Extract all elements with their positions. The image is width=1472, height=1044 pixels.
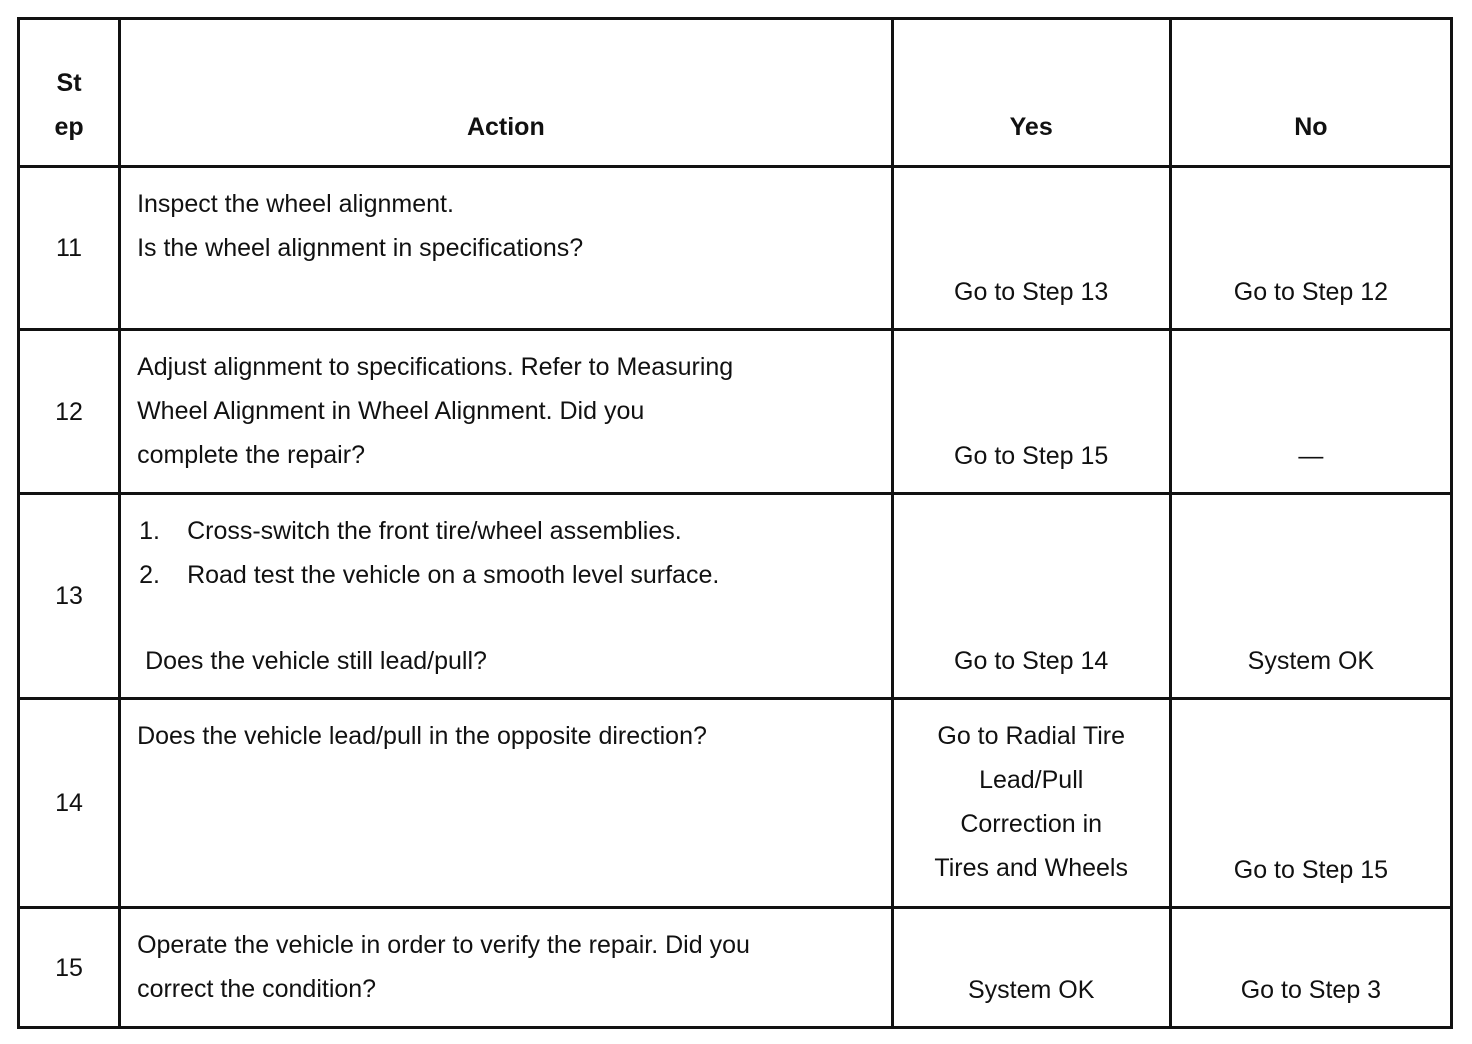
action-text: Does the vehicle lead/pull in the opposite direction? — [137, 722, 707, 750]
no-cell: Go to Step 15 — [1170, 699, 1451, 908]
action-text: Adjust alignment to specifications. Refer to Measuring — [137, 353, 734, 381]
header-step-line2: ep — [54, 113, 84, 141]
action-text: complete the repair? — [137, 441, 365, 469]
no-cell: — — [1170, 330, 1451, 494]
yes-text: Tires and Wheels — [934, 854, 1128, 882]
yes-text: Go to Radial Tire — [937, 722, 1125, 750]
list-item-number: 2. — [139, 561, 160, 589]
action-cell — [120, 908, 893, 1028]
header-step — [19, 19, 120, 167]
header-step-line1: St — [56, 69, 82, 97]
table-row — [19, 167, 1452, 330]
action-cell — [120, 330, 893, 494]
step-number: 13 — [19, 494, 120, 699]
action-cell — [120, 494, 893, 699]
yes-cell — [892, 699, 1170, 908]
yes-cell: Go to Step 13 — [892, 167, 1170, 330]
action-list — [137, 509, 875, 597]
header-no: No — [1170, 19, 1451, 167]
action-text: correct the condition? — [137, 975, 377, 1003]
action-cell — [120, 699, 893, 908]
header-yes: Yes — [892, 19, 1170, 167]
table-row — [19, 330, 1452, 494]
header-action: Action — [120, 19, 893, 167]
no-cell: System OK — [1170, 494, 1451, 699]
action-text: Operate the vehicle in order to verify the repair. Did you — [137, 931, 750, 959]
action-text: Wheel Alignment in Wheel Alignment. Did you — [137, 397, 645, 425]
yes-cell: Go to Step 15 — [892, 330, 1170, 494]
diagnostic-table — [17, 17, 1453, 1029]
action-question: Does the vehicle still lead/pull? — [145, 647, 487, 675]
action-text: Inspect the wheel alignment. — [137, 190, 454, 218]
list-item — [137, 553, 875, 597]
list-item-text: Road test the vehicle on a smooth level surface. — [187, 561, 720, 589]
step-number: 12 — [19, 330, 120, 494]
table-row — [19, 699, 1452, 908]
list-item-number: 1. — [139, 517, 160, 545]
no-cell: Go to Step 12 — [1170, 167, 1451, 330]
table-row — [19, 908, 1452, 1028]
step-number: 11 — [19, 167, 120, 330]
list-item — [137, 509, 875, 553]
yes-cell: System OK — [892, 908, 1170, 1028]
step-number: 14 — [19, 699, 120, 908]
step-number: 15 — [19, 908, 120, 1028]
list-item-text: Cross-switch the front tire/wheel assemblies. — [187, 517, 682, 545]
action-text: Is the wheel alignment in specifications? — [137, 234, 584, 262]
yes-cell: Go to Step 14 — [892, 494, 1170, 699]
action-cell — [120, 167, 893, 330]
yes-text: Lead/Pull — [979, 766, 1084, 794]
yes-text: Correction in — [960, 810, 1103, 838]
header-row — [19, 19, 1452, 167]
no-cell: Go to Step 3 — [1170, 908, 1451, 1028]
table-row — [19, 494, 1452, 699]
